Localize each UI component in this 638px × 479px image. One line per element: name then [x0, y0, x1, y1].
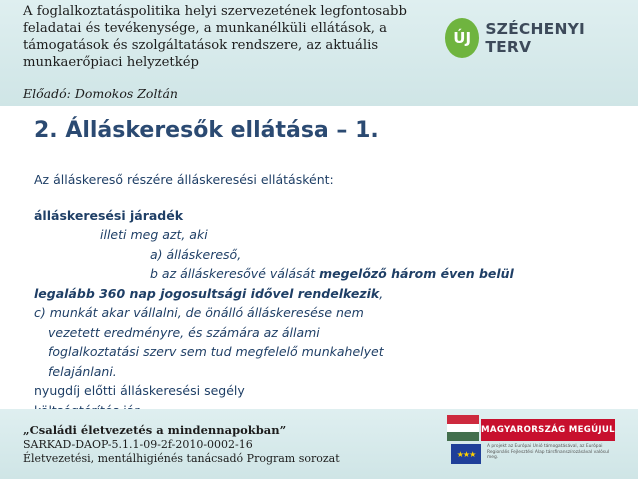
szechenyi-terv-logo	[445, 17, 615, 59]
condition-c-line: foglalkoztatási szerv sem tud megfelelő munkahelyet	[48, 344, 384, 359]
condition-b-period: legalább 360 nap jogosultsági idővel rendelkezik	[34, 285, 380, 301]
magyarorszag-megujul-logo	[447, 415, 615, 469]
topic-line: feladatai és tevékenysége, a munkanélküli ellátások, a	[23, 21, 387, 36]
footer-info	[23, 423, 340, 467]
condition-c-line: felajánlani.	[48, 363, 117, 379]
benefit-title: álláskeresési járadék	[34, 207, 184, 223]
eu-flag-icon: ★★★	[451, 444, 481, 464]
intro-text: Az álláskereső részére álláskeresési ellátásként:	[34, 172, 334, 187]
condition-c-line: vezetett eredményre, és számára az állami	[48, 324, 320, 340]
topic-line: támogatások és szolgáltatások rendszere, az aktuális	[23, 38, 379, 53]
project-code: SARKAD-DAOP-5.1.1-09-2f-2010-0002-16	[23, 437, 253, 451]
slide-body	[34, 170, 594, 420]
program-series: Életvezetési, mentálhigiénés tanácsadó Program sorozat	[23, 452, 340, 465]
condition-a: a) álláskereső,	[150, 246, 242, 262]
hungarian-flag-icon	[447, 415, 479, 441]
condition-c: c) munkát akar vállalni, de önálló álláskeresése nem	[34, 305, 364, 320]
eu-funding-note: A projekt az Európai Unió támogatásával, az Európai Regionális Fejlesztési Alap társfinanszírozásával valósul meg.	[487, 444, 610, 461]
presenter: Előadó: Domokos Zoltán	[23, 86, 178, 101]
topic-line: A foglalkoztatáspolitika helyi szervezetének legfontosabb	[23, 4, 407, 19]
megujul-banner: MAGYARORSZÁG MEGÚJUL	[481, 419, 615, 441]
condition-b-emphasis: megelőző három éven belül	[319, 266, 514, 281]
slide-title: 2. Álláskeresők ellátása – 1.	[34, 118, 379, 143]
lecture-topic	[23, 3, 428, 71]
condition-b	[34, 264, 594, 284]
szechenyi-logo-text: SZÉCHENYI TERV	[485, 20, 586, 56]
uj-logo-icon: ÚJ	[445, 18, 479, 58]
benefit-item-2: nyugdíj előtti álláskeresési segély	[34, 383, 245, 398]
topic-line: munkaerőpiaci helyzetkép	[23, 55, 199, 70]
condition-b-end: ,	[379, 285, 384, 301]
condition-b-continued	[34, 284, 594, 304]
condition-b-text: b az álláskeresővé válását	[150, 266, 320, 281]
program-title: „Családi életvezetés a mindennapokban”	[23, 423, 287, 437]
eligible-intro: illeti meg azt, aki	[100, 227, 208, 242]
